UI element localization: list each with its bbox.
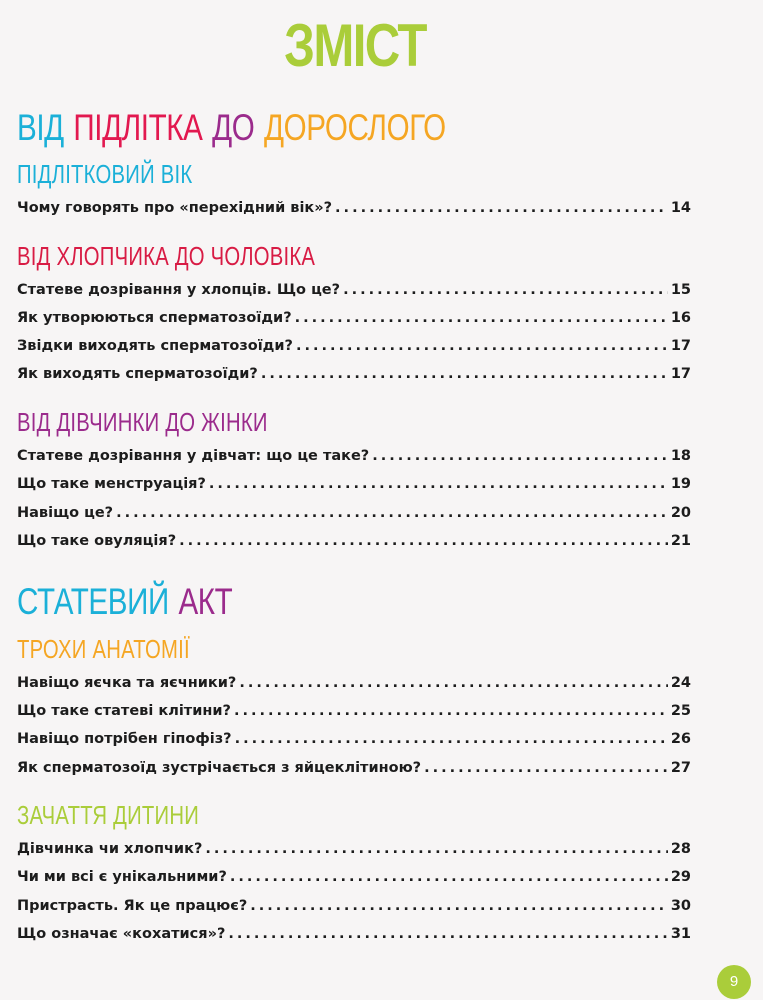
dot-leader (230, 867, 668, 887)
dot-leader (239, 673, 667, 693)
toc-entry-title: Навіщо потрібен гіпофіз? (17, 731, 232, 747)
toc-entry-title: Як сперматозоїд зустрічається з яйцеклітиною? (17, 760, 422, 776)
dot-leader (335, 198, 668, 218)
dot-leader (261, 364, 668, 384)
toc-entry[interactable] (17, 336, 691, 356)
toc-entry-page: 26 (670, 731, 691, 747)
dot-leader (250, 896, 668, 916)
toc-entry-page: 18 (670, 448, 691, 464)
dot-leader (205, 839, 667, 859)
toc-entry-title: Чому говорять про «перехідний вік»? (17, 200, 333, 216)
toc-entry-title: Що означає «кохатися»? (17, 926, 226, 942)
toc-entry-page: 20 (670, 505, 691, 521)
toc-entry-page: 17 (670, 338, 691, 354)
toc-entry[interactable] (17, 364, 691, 384)
dot-leader (179, 531, 668, 551)
dot-leader (424, 758, 668, 778)
toc-entry[interactable] (17, 474, 691, 494)
toc-entry[interactable] (17, 729, 691, 749)
toc-entry-title: Як утворюються сперматозоїди? (17, 310, 292, 326)
section-heading: ЗАЧАТТЯ ДИТИНИ (17, 800, 200, 830)
dot-leader (116, 503, 668, 523)
toc-entry-title: Статеве дозрівання у хлопців. Що це? (17, 282, 341, 298)
toc-entry-title: Що таке менструація? (17, 476, 206, 492)
toc-entry-page: 25 (670, 703, 691, 719)
toc-entry-page: 21 (670, 533, 691, 549)
dot-leader (372, 446, 668, 466)
toc-entry-page: 29 (670, 869, 691, 885)
toc-entry[interactable] (17, 701, 691, 721)
toc-entry-page: 17 (670, 366, 691, 382)
part-heading-word: АКТ (178, 581, 233, 622)
section-heading: ВІД ДІВЧИНКИ ДО ЖІНКИ (17, 407, 268, 437)
toc-entry-page: 15 (670, 282, 691, 298)
toc-entry-page: 30 (670, 898, 691, 914)
toc-entry[interactable] (17, 924, 691, 944)
toc-entry-title: Що таке статеві клітини? (17, 703, 231, 719)
toc-entry-page: 14 (670, 200, 691, 216)
page-number-badge: 9 (717, 965, 751, 999)
toc-entry-title: Що таке овуляція? (17, 533, 177, 549)
toc-entry[interactable] (17, 503, 691, 523)
dot-leader (209, 474, 668, 494)
part-heading (17, 108, 455, 148)
toc-entry-title: Звідки виходять сперматозоїди? (17, 338, 293, 354)
toc-entry-title: Статеве дозрівання у дівчат: що це таке? (17, 448, 370, 464)
part-heading-word: ДОРОСЛОГО (263, 107, 446, 148)
toc-entry-title: Як виходять сперматозоїди? (17, 366, 258, 382)
dot-leader (235, 729, 668, 749)
toc-entry[interactable] (17, 896, 691, 916)
toc-entry-page: 27 (670, 760, 691, 776)
part-heading-word: ДО (212, 107, 255, 148)
part-heading-word: ПІДЛІТКА (73, 107, 203, 148)
toc-entry[interactable] (17, 280, 691, 300)
toc-entry[interactable] (17, 198, 691, 218)
toc-entry-title: Пристрасть. Як це працює? (17, 898, 248, 914)
toc-entry-page: 28 (670, 841, 691, 857)
toc-entry[interactable] (17, 531, 691, 551)
dot-leader (234, 701, 668, 721)
section-heading: ТРОХИ АНАТОМІЇ (17, 634, 190, 664)
toc-entry[interactable] (17, 758, 691, 778)
toc-entry-page: 16 (670, 310, 691, 326)
toc-entry-title: Дівчинка чи хлопчик? (17, 841, 203, 857)
toc-entry-page: 19 (670, 476, 691, 492)
dot-leader (295, 308, 668, 328)
dot-leader (296, 336, 668, 356)
part-heading (17, 582, 242, 622)
toc-entry[interactable] (17, 867, 691, 887)
toc-entry[interactable] (17, 839, 691, 859)
toc-entry[interactable] (17, 308, 691, 328)
toc-entry-page: 31 (670, 926, 691, 942)
part-heading-word: ВІД (17, 107, 64, 148)
toc-entry-title: Навіщо яєчка та яєчники? (17, 675, 237, 691)
toc-entry-title: Навіщо це? (17, 505, 114, 521)
section-heading: ВІД ХЛОПЧИКА ДО ЧОЛОВІКА (17, 241, 316, 271)
dot-leader (228, 924, 667, 944)
toc-entry[interactable] (17, 673, 691, 693)
page-title: ЗМІСТ (284, 12, 426, 79)
toc-entry-title: Чи ми всі є унікальними? (17, 869, 227, 885)
part-heading-word: СТАТЕВИЙ (17, 581, 169, 622)
dot-leader (343, 280, 668, 300)
toc-entry-page: 24 (670, 675, 691, 691)
toc-entry[interactable] (17, 446, 691, 466)
section-heading: ПІДЛІТКОВИЙ ВІК (17, 159, 193, 189)
